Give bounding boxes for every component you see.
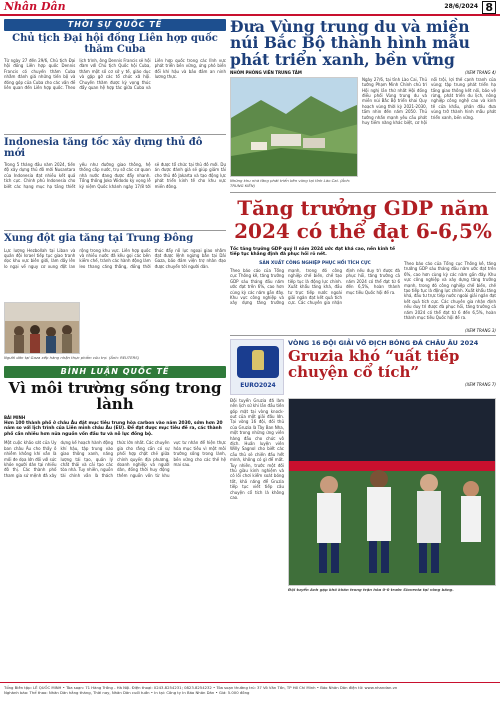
- page-footer: [0, 682, 500, 703]
- euro-match-caption: Đội tuyển Anh gặp khó khăn trong trận hòa 0-0 trước Slovenia tại vòng bảng.: [288, 586, 454, 592]
- newspaper-logo: Nhân Dân: [4, 0, 66, 13]
- page-number: 8: [482, 1, 496, 14]
- left-column: [4, 19, 226, 679]
- section-banner-world-news: THỜI SỰ QUỐC TẾ: [4, 19, 226, 31]
- article-northern-region-title: Đưa Vùng trung du và miền núi Bắc Bộ thành hình mẫu phát triển xanh, bền vững: [230, 17, 470, 69]
- article-middle-east-body: Lực lượng Hezbollah tại Liban và quân đội Israel tiếp tục giao tranh dọc khu vực biên giới, làm dấy lên lo ngại về nguy cơ xung đột lan rộng trong khu vực. Liên hợp quốc và nhiều nước đã kêu gọi các bên kiềm chế, tránh các hành động làm leo thang căng thẳng, đồng thời thúc đẩy nỗ lực ngoại giao nhằm đạt được lệnh ngừng bắn tại Dải Gaza, bảo đảm viện trợ nhân đạo được chuyển tới người dân.: [4, 247, 226, 269]
- article-gdp-lead: Tốc tăng trưởng GDP quý II năm 2024 ước đạt khá cao, nền kinh tế tiếp tục khẳng định đà phục hồi rõ nét.: [230, 246, 395, 258]
- article-cuba: [4, 34, 226, 132]
- gaza-photo: [4, 302, 80, 354]
- article-northern-region-continued: (XEM TRANG 4): [465, 69, 496, 75]
- article-cuba-title: Chủ tịch Đại hội đồng Liên hợp quốc thăm Cuba: [12, 33, 218, 55]
- euro-match-image: [289, 399, 496, 586]
- northern-region-image: [231, 78, 358, 177]
- euro-match-photo: [288, 398, 496, 586]
- article-euro-header: [230, 339, 496, 395]
- euro-photo-wrap: [288, 398, 496, 594]
- euro-logo-text: EURO2024: [240, 381, 276, 389]
- article-gdp: [230, 197, 496, 333]
- footer-line-1: Tổng Biên tập: LÊ QUỐC MINH • Tòa soạn: 71 Hàng Trống - Hà Nội. Điện thoại: 0243.8254231; 0823.8254232 • Tòa soạn thường trú: 37 Võ Văn Tần, TP Hồ Chí Minh • Báo Nhân Dân điện tử: www.nhandan.vn: [4, 685, 398, 690]
- article-euro-body: Đội tuyển Gruzia đã làm nên lịch sử khi lần đầu tiên góp mặt tại vòng knock-out của một giải đấu lớn. Tại vòng 16 đội, đối thủ của Gruzia là Tây Ban Nha, một trong những ứng viên hàng đầu cho chức vô địch. Huấn luyện viên Willy Sagnol cho biết các cầu thủ sẽ chiến đấu hết mình, không có gì để mất. Tuy nhiên, trước một đối thủ giàu kinh nghiệm và có lối chơi kiểm soát bóng tốt, khả năng để Gruzia tiếp tục viết tiếp câu chuyện cổ tích là không cao.: [230, 397, 284, 501]
- article-euro: [230, 339, 496, 594]
- northern-photo-wrap: [230, 77, 358, 189]
- article-euro-title: Gruzia khó “uất tiếp chuyện cổ tích”: [288, 346, 460, 381]
- footer-line-2: Nghành báo: Thể thao: Nhân Dân hằng tháng, Thời nay, Nhân Dân cuối tuần • In tại: Công ty In Báo Nhân Dân • Giá: 5.000 đồng: [4, 690, 250, 695]
- article-indonesia-body: Trong 5 tháng đầu năm 2024, tiến độ xây dựng thủ đô mới Nusantara của Indonesia đạt nhiều kết quả tích cực. Chính phủ Indonesia cho biết các hạng mục hạ tầng thiết yếu như đường giao thông, hệ thống cấp nước, trụ sở các cơ quan nhà nước đang được đẩy nhanh. Tổng thống Joko Widodo kỳ vọng lễ kỷ niệm Quốc khánh ngày 17/8 tới sẽ được tổ chức tại thủ đô mới. Dự án được đánh giá sẽ giúp giảm tải cho thủ đô Jakarta và tạo động lực phát triển kinh tế cho khu vực miền đông.: [4, 162, 226, 189]
- article-middle-east: [4, 234, 226, 362]
- euro-logo: [237, 346, 279, 378]
- article-northern-region-body: Ngày 27/6, tại tỉnh Lào Cai, Thủ tướng Phạm Minh Chính chủ trì Hội nghị lần thứ nhất Hội đồng điều phối Vùng trung du và miền núi Bắc Bộ triển khai Quy hoạch vùng thời kỳ 2021-2030, tầm nhìn đến năm 2050. Thủ tướng nhấn mạnh yêu cầu phát huy tiềm năng khác biệt, cơ hội nổi trội, lợi thế cạnh tranh của vùng; tập trung phát triển hạ tầng giao thông kết nối, bảo vệ rừng, phát triển du lịch, nông nghiệp công nghệ cao và kinh tế cửa khẩu, phấn đấu đưa vùng trở thành hình mẫu phát triển xanh, bền vững.: [362, 76, 496, 126]
- article-middle-east-title: Xung đột gia tăng tại Trung Đông: [4, 233, 194, 244]
- section-banner-commentary: BÌNH LUẬN QUỐC TẾ: [4, 366, 226, 378]
- article-northern-region-content: [230, 77, 496, 189]
- euro-logo-box: [230, 339, 284, 395]
- article-gdp-continued: (XEM TRANG 3): [465, 327, 496, 333]
- issue-date: 28/6/2024: [444, 3, 478, 10]
- article-cuba-body: Từ ngày 27 đến 29/6, Chủ tịch Đại hội đồng Liên hợp quốc Dennis Francis có chuyến thăm Cuba nhằm đánh giá những tiến bộ và đóng góp của Cuba cho các vấn đề liên quan đến Liên hợp quốc. Theo lịch trình, ông Dennis Francis sẽ hội đàm với Chủ tịch Quốc hội Cuba, thăm một số cơ sở y tế, giáo dục và gặp gỡ các tổ chức xã hội. Chuyến thăm được kỳ vọng thúc đẩy quan hệ hợp tác giữa Cuba và Liên hợp quốc trong các lĩnh vực phát triển bền vững, ứng phó biến đổi khí hậu và bảo đảm an ninh lương thực.: [4, 58, 226, 91]
- northern-region-caption: Những khu nhà tầng phát triển bền vững tại tỉnh Lào Cai. (Ảnh: TRUNG KIÊN): [230, 177, 351, 188]
- divider: [230, 192, 496, 193]
- article-gdp-title: Tăng trưởng GDP năm 2024 có thể đạt 6-6,5%: [234, 195, 492, 243]
- article-northern-region: [230, 19, 496, 189]
- divider: [4, 230, 226, 231]
- masthead: [0, 0, 500, 16]
- article-euro-content: [230, 398, 496, 594]
- article-gdp-subhead: SẢN XUẤT CÔNG NGHIỆP PHỤC HỒI TÍCH CỰC: [259, 260, 371, 266]
- article-indonesia: [4, 138, 226, 228]
- trophy-icon: [252, 350, 264, 370]
- right-column: [230, 19, 496, 679]
- article-gdp-left: [230, 261, 400, 335]
- article-northern-region-meta: [230, 70, 496, 75]
- gaza-photo-image: [5, 303, 80, 354]
- gaza-photo-caption: Người dân tại Gaza xếp hàng nhận thực phẩm cứu trợ. (Ảnh: REUTERS): [4, 355, 140, 360]
- article-environment-lead: Hơn 100 thành phố ở châu Âu đặt mục tiêu trung hòa carbon vào năm 2030, sớm hơn 20 năm so với lịch trình của Liên minh châu Âu (EU). Để đạt được mục tiêu đề ra, các thành phố cần nhiều hơn nữa nguồn vốn đầu tư và nỗ lực đồng bộ.: [4, 420, 223, 437]
- article-northern-region-byline: NHÓM PHÓNG VIÊN TRUNG TÂM: [230, 69, 302, 75]
- article-gdp-body: Theo báo cáo của Tổng cục Thống kê, tăng trưởng GDP sáu tháng đầu năm ước đạt trên 6%, cao hơn cùng kỳ các năm gần đây. Khu vực công nghiệp và xây dựng tăng trưởng mạnh, trong đó công nghiệp chế biến, chế tạo tiếp tục là động lực chính. Xuất khẩu tăng khá, đầu tư trực tiếp nước ngoài giải ngân đạt kết quả tích cực. Các chuyên gia nhận định nếu duy trì được đà phục hồi, tăng trưởng cả năm 2024 có thể đạt từ 6 đến 6,5%, hoàn thành mục tiêu Quốc hội đề ra.: [230, 267, 400, 306]
- article-environment-body: Một cuộc khảo sát của Ủy ban châu Âu cho thấy ô nhiễm không khí vẫn là mối đe dọa lớn đối với sức khỏe người dân tại nhiều đô thị. Các thành phố tham gia sứ mệnh đã xây dựng kế hoạch hành động khí hậu, tập trung vào giao thông xanh, năng lượng tái tạo, quản lý chất thải và cải tạo các tòa nhà. Tuy nhiên, nguồn tài chính vẫn là thách thức lớn nhất. Các chuyên gia cho rằng cần có sự phối hợp chặt chẽ giữa chính quyền địa phương, doanh nghiệp và người dân, đồng thời huy động thêm nguồn vốn từ khu vực tư nhân để hiện thực hóa mục tiêu vì một môi trường sống trong lành, bền vững cho các thế hệ mai sau.: [4, 440, 226, 478]
- northern-region-photo: [230, 77, 358, 177]
- article-environment-title: Vì môi trường sống trong lành: [8, 379, 222, 413]
- article-environment-author: BÁI MINH: [4, 414, 26, 420]
- article-euro-continued: (XEM TRANG 7): [465, 382, 496, 388]
- article-euro-kicker: VÒNG 16 ĐỘI GIẢI VÔ ĐỊCH BÓNG ĐÁ CHÂU ÂU 2024: [288, 338, 479, 347]
- article-environment: [4, 381, 226, 620]
- divider: [4, 134, 226, 135]
- article-euro-heading: [288, 339, 496, 395]
- article-gdp-content: [230, 261, 496, 335]
- article-indonesia-title: Indonesia tăng tốc xây dựng thủ đô mới: [4, 137, 203, 159]
- article-gdp-sidebar: Theo báo cáo của Tổng cục Thống kê, tăng trưởng GDP sáu tháng đầu năm ước đạt trên 6%, cao hơn cùng kỳ các năm gần đây. Khu vực công nghiệp và xây dựng tăng trưởng mạnh, trong đó công nghiệp chế biến, chế tạo tiếp tục là động lực chính. Xuất khẩu tăng khá, đầu tư trực tiếp nước ngoài giải ngân đạt kết quả tích cực. Các chuyên gia nhận định nếu duy trì được đà phục hồi, tăng trưởng cả năm 2024 có thể đạt từ 6 đến 6,5%, hoàn thành mục tiêu Quốc hội đề ra.: [404, 260, 496, 321]
